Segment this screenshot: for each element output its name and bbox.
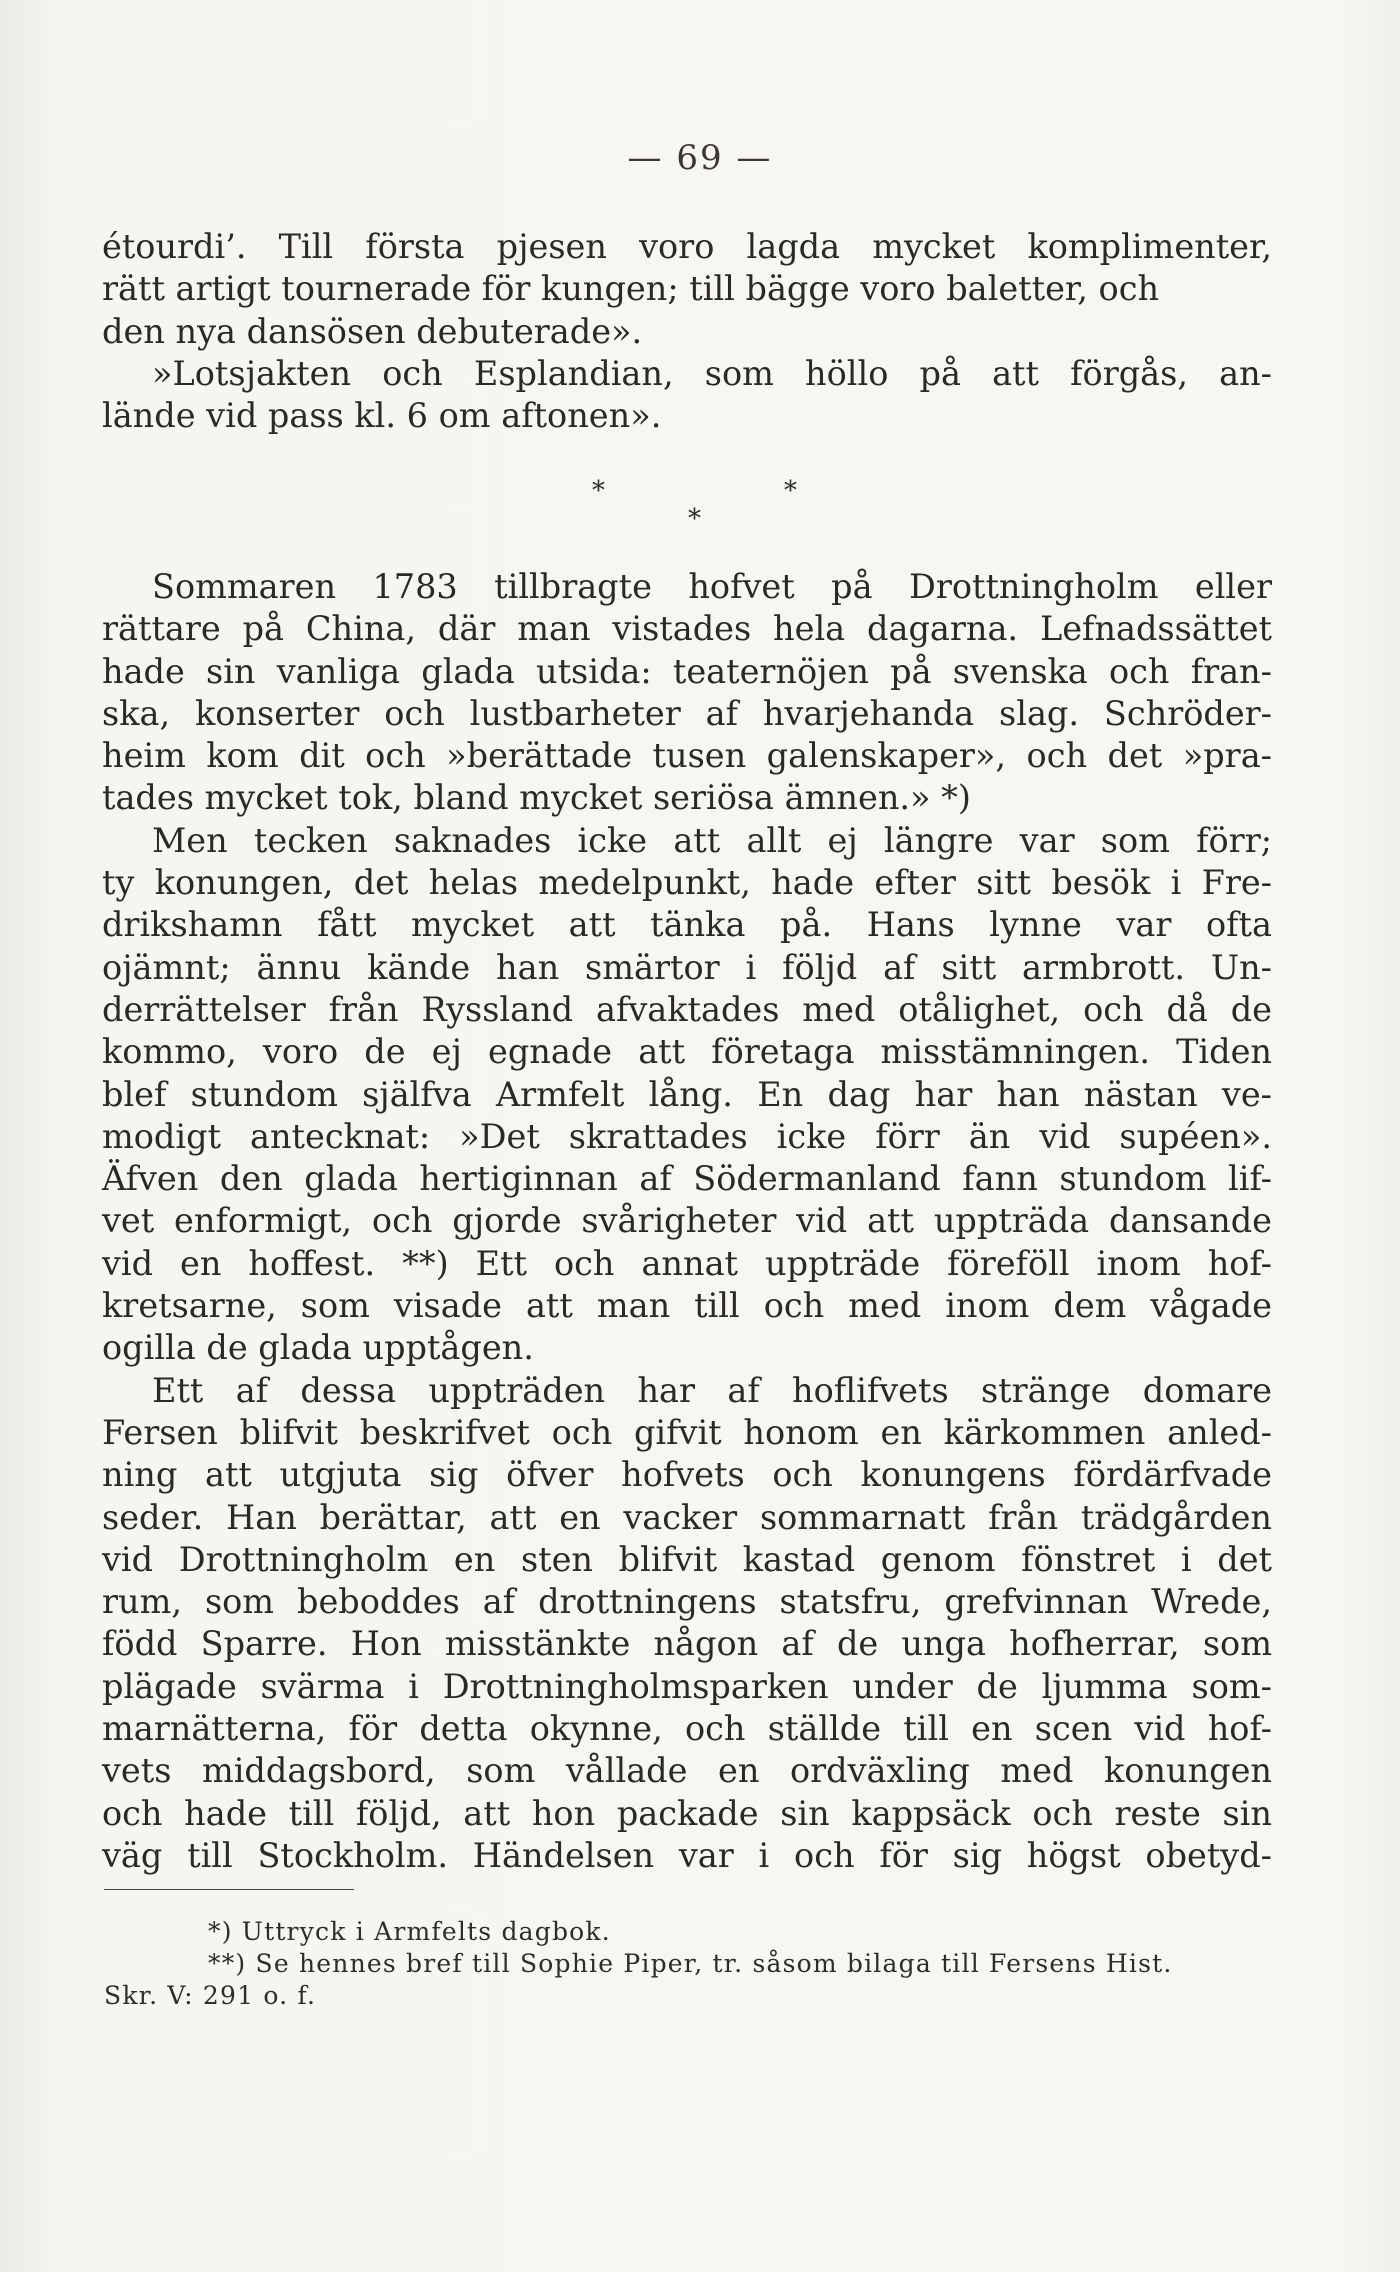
text-line: lände vid pass kl. 6 om aftonen». (102, 396, 662, 436)
text-line: rätt artigt tournerade för kungen; till bägge voro baletter, och (102, 269, 1160, 309)
footnote: **) Se hennes bref till Sophie Piper, tr. såsom bilaga till Fersens Hist. (208, 1949, 1173, 1978)
text-line: Äfven den glada hertiginnan af Södermanland fann stundom lif- (102, 1159, 1272, 1199)
footnotes (104, 1916, 1274, 2012)
text-line: ning att utgjuta sig öfver hofvets och konungens fördärfvade (102, 1455, 1272, 1495)
footnote: *) Uttryck i Armfelts dagbok. (208, 1917, 611, 1946)
text-line: rum, som beboddes af drottningens statsfru, grefvinnan Wrede, (102, 1582, 1272, 1622)
text-line: »Lotsjakten och Esplandian, som höllo på att förgås, an- (152, 353, 1272, 393)
text-line: Ett af dessa uppträden har af hoflifvets stränge domare (152, 1370, 1272, 1410)
text-line: den nya dansösen debuterade». (102, 311, 643, 351)
text-line: derrättelser från Ryssland afvaktades med otålighet, och då de (102, 989, 1272, 1029)
text-line: étourdi’. Till första pjesen voro lagda mycket komplimenter, (102, 227, 1272, 266)
text-line: vets middagsbord, som vållade en ordväxling med konungen (102, 1751, 1272, 1791)
text-line: vid en hoffest. **) Ett och annat uppträde föreföll inom hof- (102, 1243, 1272, 1283)
text-line: blef stundom själfva Armfelt lång. En dag har han nästan ve- (102, 1074, 1272, 1114)
text-line: seder. Han berättar, att en vacker sommarnatt från trädgården (102, 1497, 1272, 1537)
section-separator (0, 476, 1400, 546)
text-line: och hade till följd, att hon packade sin kappsäck och reste sin (102, 1793, 1272, 1833)
text-line: vid Drottningholm en sten blifvit kastad genom fönstret i det (102, 1539, 1272, 1579)
footnote-continuation: Skr. V: 291 o. f. (104, 1981, 317, 2010)
text-line: kommo, voro de ej egnade att företaga misstämningen. Tiden (102, 1032, 1272, 1072)
text-line: ogilla de glada upptågen. (102, 1328, 534, 1368)
paragraph-block-2 (102, 566, 1272, 1877)
text-line: hade sin vanliga glada utsida: teaternöjen på svenska och fran- (102, 651, 1272, 691)
asterisk-mark: * (784, 476, 797, 506)
text-line: ty konungen, det helas medelpunkt, hade efter sitt besök i Fre- (102, 863, 1272, 903)
text-line: kretsarne, som visade att man till och med inom dem vågade (102, 1286, 1272, 1326)
text-line: väg till Stockholm. Händelsen var i och för sig högst obetyd- (102, 1835, 1272, 1875)
text-line: rättare på China, där man vistades hela dagarna. Lefnadssättet (102, 609, 1272, 649)
text-line: född Sparre. Hon misstänkte någon af de unga hofherrar, som (102, 1624, 1272, 1664)
text-line: plägade svärma i Drottningholmsparken under de ljumma som- (102, 1666, 1272, 1706)
paragraph-block-1 (102, 226, 1272, 437)
page-number: — 69 — (627, 138, 773, 178)
asterisk-mark: * (592, 476, 605, 506)
text-line: ska, konserter och lustbarheter af hvarjehanda slag. Schröder- (102, 693, 1272, 733)
text-line: heim kom dit och »berättade tusen galenskaper», och det »pra- (102, 736, 1272, 776)
footnote-divider (104, 1889, 354, 1890)
text-line: modigt antecknat: »Det skrattades icke förr än vid supéen». (102, 1116, 1272, 1156)
text-line: drikshamn fått mycket att tänka på. Hans lynne var ofta (102, 905, 1272, 945)
text-line: vet enformigt, och gjorde svårigheter vid att uppträda dansande (102, 1201, 1272, 1241)
text-line: tades mycket tok, bland mycket seriösa ämnen.» *) (102, 778, 972, 818)
text-line: Fersen blifvit beskrifvet och gifvit honom en kärkommen anled- (102, 1412, 1272, 1452)
text-line: Men tecken saknades icke att allt ej längre var som förr; (152, 820, 1272, 860)
text-line: ojämnt; ännu kände han smärtor i följd af sitt armbrott. Un- (102, 947, 1272, 987)
text-line: marnätterna, för detta okynne, och ställde till en scen vid hof- (102, 1709, 1272, 1749)
asterisk-mark: * (688, 504, 701, 534)
text-line: Sommaren 1783 tillbragte hofvet på Drottningholm eller (152, 567, 1272, 606)
